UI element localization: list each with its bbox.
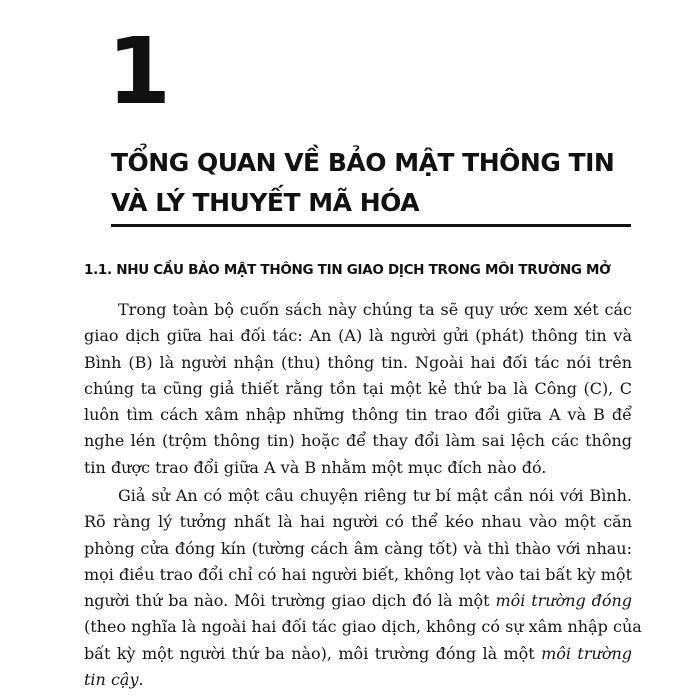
title-divider — [111, 224, 631, 227]
paragraph-1 — [84, 297, 632, 481]
chapter-title-line: VÀ LÝ THUYẾT MÃ HÓA — [111, 188, 420, 217]
text-line: (theo nghĩa là ngoài hai đối tác giao dịch, không có sự xâm nhập của — [84, 617, 642, 637]
text-line: phòng cửa đóng kín (tường cách âm càng tốt) và thì thào với nhau: — [84, 538, 632, 558]
emphasis-text: môi trường đóng — [495, 591, 633, 611]
emphasis-text: tin cậy — [84, 670, 139, 690]
text-line: tin được trao đổi giữa A và B nhằm một mục đích nào đó. — [84, 457, 547, 477]
text-line: giao dịch giữa hai đối tác: An (A) là người gửi (phát) thông tin và — [84, 326, 632, 346]
text-line: chúng ta cũng giả thiết rằng tồn tại một kẻ thứ ba là Công (C), C — [84, 378, 632, 398]
chapter-title-line: TỔNG QUAN VỀ BẢO MẬT THÔNG TIN — [111, 148, 615, 177]
emphasis-text: môi trường — [541, 643, 632, 663]
text-line: Bình (B) là người nhận (thu) thông tin. Ngoài hai đối tác nói trên — [84, 352, 632, 372]
text-line: Trong toàn bộ cuốn sách này chúng ta sẽ quy ước xem xét các — [118, 300, 632, 319]
chapter-title — [111, 143, 671, 223]
text-segment: bất kỳ một người thứ ba nào), môi trường đóng là một — [84, 643, 542, 663]
text-line: mọi điều trao đổi chỉ có hai người biết, không lọt vào tai bất kỳ một — [84, 564, 632, 584]
text-segment: . — [138, 670, 144, 690]
text-line — [84, 667, 632, 693]
text-line — [84, 641, 632, 667]
text-line: Giả sử An có một câu chuyện riêng tư bí mật cần nói với Bình. — [118, 486, 632, 505]
chapter-number: 1 — [107, 18, 170, 125]
text-line: Rõ ràng lý tưởng nhất là hai người có thể kéo nhau vào một căn — [84, 512, 632, 532]
text-line — [84, 588, 632, 614]
paragraph-2 — [84, 483, 642, 693]
text-line: luôn tìm cách xâm nhập những thông tin trao đổi giữa A và B để — [84, 405, 632, 425]
section-heading: 1.1. NHU CẦU BẢO MẬT THÔNG TIN GIAO DỊCH TRONG MÔI TRƯỜNG MỞ — [84, 262, 611, 278]
text-line: nghe lén (trộm thông tin) hoặc để thay đổi làm sai lệch các thông — [84, 431, 632, 451]
text-segment: người thứ ba nào. Môi trường giao dịch đó là một — [84, 591, 496, 611]
